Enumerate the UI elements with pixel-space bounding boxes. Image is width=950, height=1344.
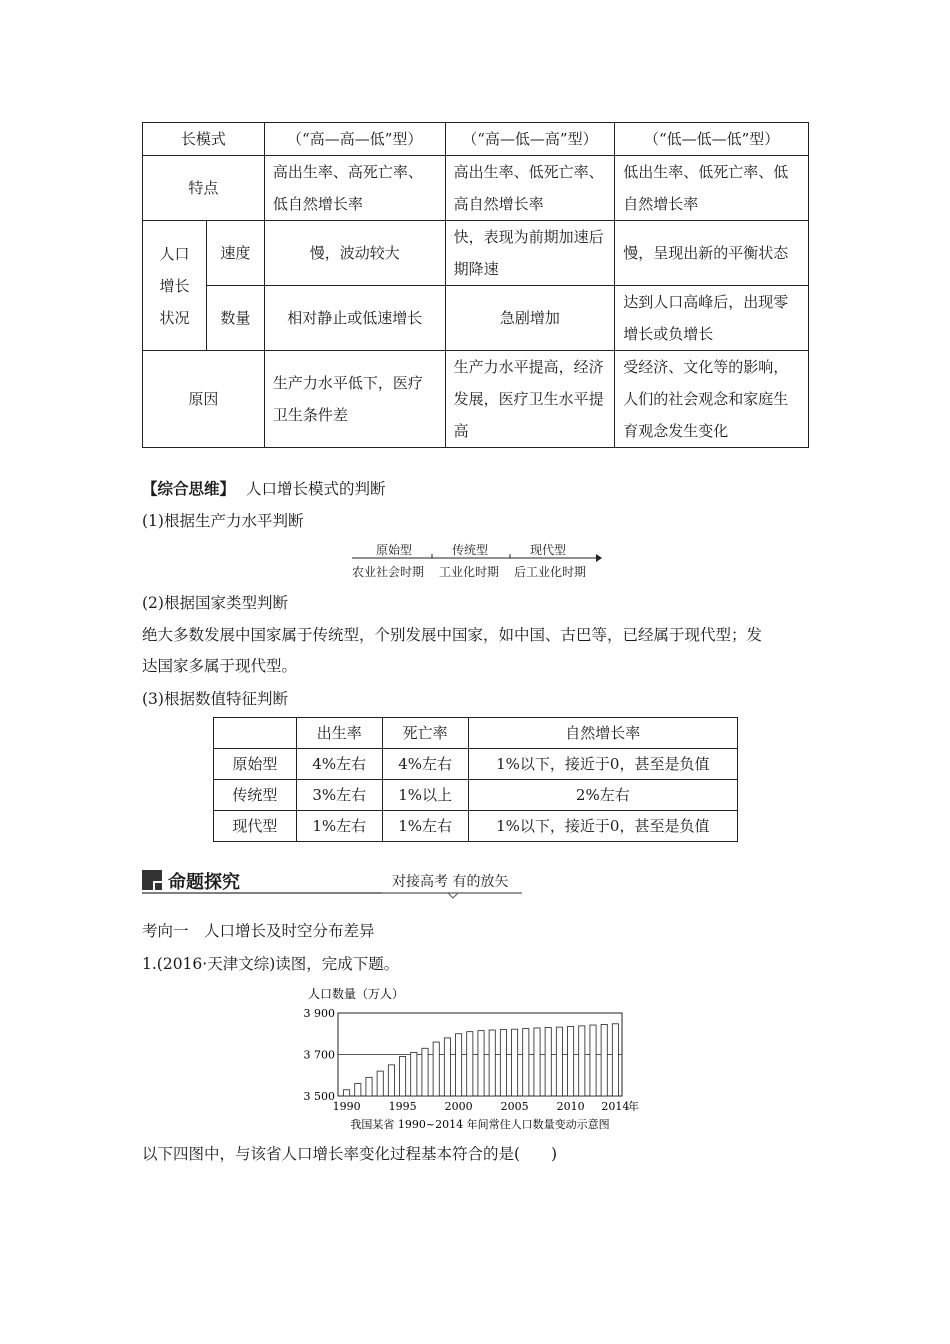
chart-caption: 我国某省 1990~2014 年间常住人口数量变动示意图: [350, 1118, 610, 1131]
criterion-3: (3)根据数值特征判断: [142, 690, 288, 708]
flow-label-bottom: 工业化时期: [439, 565, 500, 579]
bar: [422, 1048, 428, 1096]
bar: [456, 1034, 462, 1096]
table-cell: 1%以下，接近于0，甚至是负值: [468, 811, 737, 842]
table-header-cell: 死亡率: [382, 718, 468, 749]
bar: [612, 1024, 618, 1096]
bar: [534, 1028, 540, 1096]
table-row: [214, 749, 738, 780]
flow-label-bottom: 农业社会时期: [352, 565, 425, 579]
chart-svg: [300, 985, 650, 1135]
table-cell: 受经济、文化等的影响，人们的社会观念和家庭生育观念发生变化: [615, 351, 809, 448]
bar: [601, 1024, 607, 1096]
table-cell: 生产力水平低下，医疗卫生条件差: [264, 351, 445, 448]
table-cell: 高出生率、低死亡率、高自然增长率: [445, 156, 615, 221]
flow-label-top: 原始型: [376, 543, 413, 557]
flow-label-bottom: 后工业化时期: [514, 565, 587, 579]
table-row: [143, 286, 809, 351]
table-header-cell: 长模式: [143, 123, 265, 156]
row-label: 特点: [143, 156, 265, 221]
table-cell: 低出生率、低死亡率、低自然增长率: [615, 156, 809, 221]
section-underline: [142, 890, 522, 900]
bar: [344, 1090, 350, 1096]
y-axis-label: 人口数量（万人）: [308, 987, 405, 1001]
synthesis-bracket-title: 【综合思维】: [142, 479, 236, 498]
table-header-cell: （“低—低—低”型）: [615, 123, 809, 156]
table-cell: 原始型: [214, 749, 297, 780]
table-header-cell: （“高—高—低”型）: [264, 123, 445, 156]
population-bar-chart: [300, 985, 650, 1135]
table-cell: 4%左右: [382, 749, 468, 780]
x-tick-label: 2000: [444, 1100, 473, 1113]
table-cell: 1%以下，接近于0，甚至是负值: [468, 749, 737, 780]
table-row: [214, 780, 738, 811]
bar: [355, 1084, 361, 1096]
bar: [512, 1029, 518, 1096]
y-tick-label: 3 700: [303, 1048, 335, 1062]
bar: [377, 1071, 383, 1096]
population-mode-table: [142, 122, 809, 448]
row-label: 人口增长状况: [143, 221, 207, 351]
synthesis-heading: [142, 478, 385, 500]
bar: [568, 1026, 574, 1096]
criterion-2: (2)根据国家类型判断: [142, 594, 288, 612]
table-cell: 1%左右: [382, 811, 468, 842]
sub-row-label: 速度: [206, 221, 264, 286]
table-row: [214, 718, 738, 749]
question-direction: 考向一 人口增长及时空分布差异: [142, 922, 375, 940]
bar: [489, 1030, 495, 1096]
table-cell: 慢，波动较大: [264, 221, 445, 286]
bar: [467, 1032, 473, 1096]
x-tick-label: 2014: [601, 1100, 630, 1113]
row-label: 原因: [143, 351, 265, 448]
table-cell: 慢，呈现出新的平衡状态: [615, 221, 809, 286]
x-tick-label: 2010: [556, 1100, 585, 1113]
section-subtitle: 对接高考 有的放矢: [392, 874, 509, 890]
table-row: [143, 221, 809, 286]
bar: [556, 1027, 562, 1096]
table-cell: 达到人口高峰后，出现零增长或负增长: [615, 286, 809, 351]
table-cell: 3%左右: [296, 780, 382, 811]
bar: [366, 1077, 372, 1096]
bar: [478, 1031, 484, 1096]
x-tick-label: 1990: [332, 1100, 361, 1113]
x-unit-label: 年: [628, 1100, 639, 1113]
criterion-1: (1)根据生产力水平判断: [142, 512, 304, 530]
paragraph-line: 绝大多数发展中国家属于传统型，个别发展中国家，如中国、古巴等，已经属于现代型；发: [142, 626, 763, 644]
bar: [545, 1028, 551, 1096]
sub-row-label: 数量: [206, 286, 264, 351]
table-header-cell: 自然增长率: [468, 718, 737, 749]
bar: [523, 1029, 529, 1096]
section-square-icon: [142, 870, 162, 890]
table-cell: 4%左右: [296, 749, 382, 780]
table-row: [214, 811, 738, 842]
question-1: 1.(2016·天津文综)读图，完成下题。: [142, 955, 400, 973]
y-tick-label: 3 500: [303, 1090, 335, 1103]
table-header-cell: （“高—低—高”型）: [445, 123, 615, 156]
bar: [433, 1042, 439, 1096]
table-cell: 传统型: [214, 780, 297, 811]
section-title: 命题探究: [168, 872, 240, 893]
table-cell: 生产力水平提高，经济发展，医疗卫生水平提高: [445, 351, 615, 448]
table-cell: 1%以上: [382, 780, 468, 811]
question-prompt: 以下四图中，与该省人口增长率变化过程基本符合的是( ): [142, 1145, 558, 1163]
flow-label-top: 现代型: [530, 543, 567, 557]
x-tick-label: 2005: [500, 1100, 529, 1113]
synthesis-title: 人口增长模式的判断: [245, 480, 386, 498]
mode-flow-diagram: [352, 540, 602, 580]
table-cell: 1%左右: [296, 811, 382, 842]
numeric-features-table: [213, 717, 738, 842]
section-heading: [142, 868, 522, 898]
bar: [400, 1057, 406, 1096]
bar: [411, 1052, 417, 1096]
y-tick-label: 3 900: [303, 1007, 335, 1020]
table-cell: 高出生率、高死亡率、低自然增长率: [264, 156, 445, 221]
bar: [590, 1025, 596, 1096]
table-header-cell: 出生率: [296, 718, 382, 749]
table-cell: 相对静止或低速增长: [264, 286, 445, 351]
bar: [500, 1030, 506, 1096]
table-header-cell: [214, 718, 297, 749]
bar: [444, 1038, 450, 1096]
table-row: [143, 123, 809, 156]
table-cell: 快，表现为前期加速后期降速: [445, 221, 615, 286]
bar: [388, 1065, 394, 1096]
flow-label-top: 传统型: [452, 543, 489, 557]
table-cell: 现代型: [214, 811, 297, 842]
table-cell: 急剧增加: [445, 286, 615, 351]
paragraph-line: 达国家多属于现代型。: [142, 657, 298, 675]
table-row: [143, 156, 809, 221]
x-tick-label: 1995: [388, 1100, 417, 1113]
bar: [579, 1026, 585, 1096]
table-cell: 2%左右: [468, 780, 737, 811]
table-row: [143, 351, 809, 448]
